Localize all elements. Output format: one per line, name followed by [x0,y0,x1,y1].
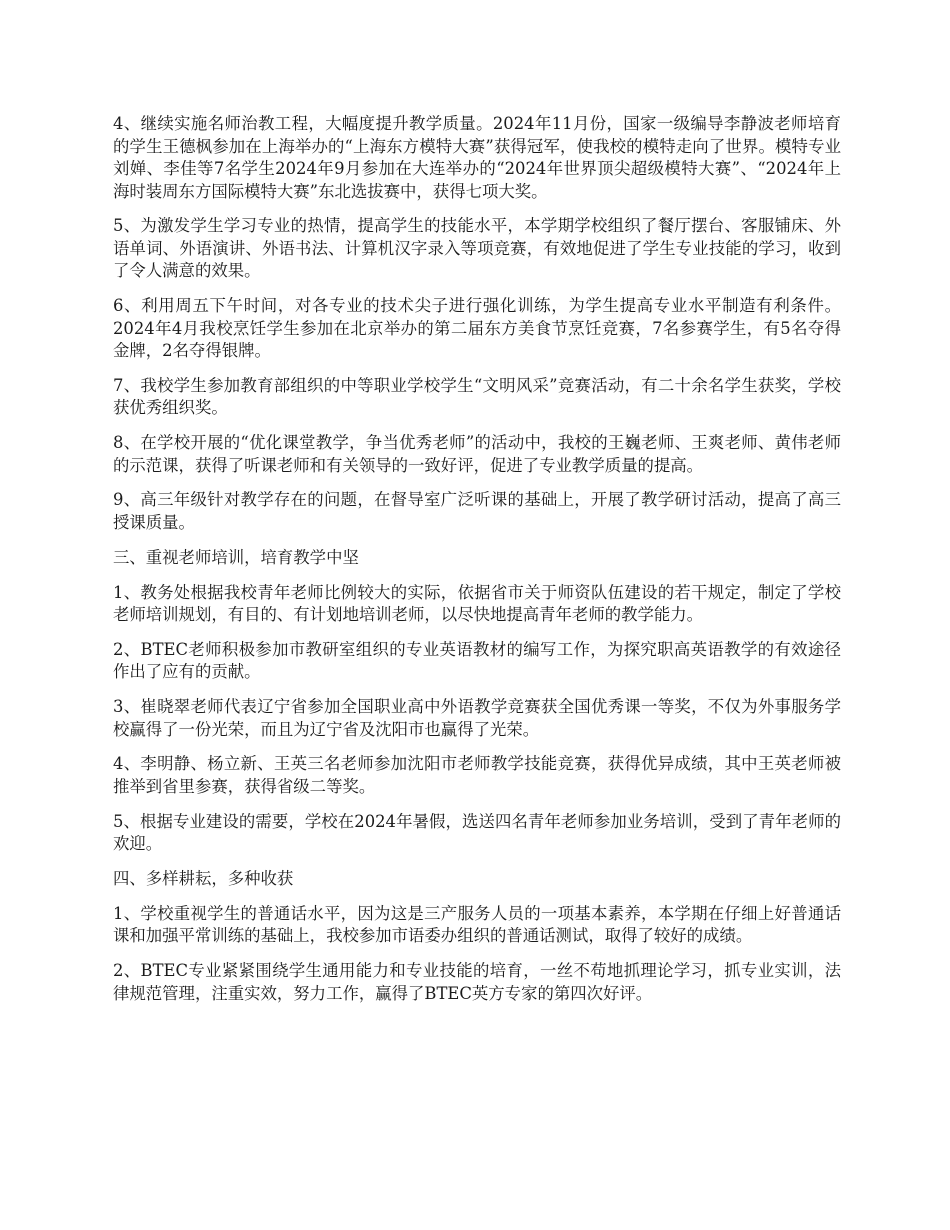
paragraph: 2、BTEC专业紧紧围绕学生通用能力和专业技能的培育，一丝不苟地抓理论学习，抓专业实训，法律规范管理，注重实效，努力工作，赢得了BTEC英方专家的第四次好评。 [113,961,841,1003]
paragraph: 1、学校重视学生的普通话水平，因为这是三产服务人员的一项基本素养，本学期在仔细上好普通话课和加强平常训练的基础上，我校参加市语委办组织的普通话测试，取得了较好的成绩。 [113,903,841,946]
paragraph: 7、我校学生参加教育部组织的中等职业学校学生“文明风采”竞赛活动，有二十余名学生获奖，学校获优秀组织奖。 [113,375,841,418]
paragraph: 9、高三年级针对教学存在的问题，在督导室广泛听课的基础上，开展了教学研讨活动，提高了高三授课质量。 [113,490,841,532]
paragraph: 3、崔晓翠老师代表辽宁省参加全国职业高中外语教学竞赛获全国优秀课一等奖，不仅为外事服务学校赢得了一份光荣，而且为辽宁省及沈阳市也赢得了光荣。 [113,697,841,739]
paragraph: 1、教务处根据我校青年老师比例较大的实际，依据省市关于师资队伍建设的若干规定，制定了学校老师培训规划，有目的、有计划地培训老师，以尽快地提高青年老师的教学能力。 [113,582,841,625]
paragraph: 5、根据专业建设的需要，学校在2024年暑假，选送四名青年老师参加业务培训，受到了青年老师的欢迎。 [113,811,841,854]
section-heading: 四、多样耕耘，多种收获 [113,869,294,889]
paragraph: 6、利用周五下午时间，对各专业的技术尖子进行强化训练，为学生提高专业水平制造有利条件。2024年4月我校烹饪学生参加在北京举办的第二届东方美食节烹饪竞赛，7名参赛学生，有5名夺得金牌，2名夺得银牌。 [113,296,841,361]
paragraph: 8、在学校开展的“优化课堂教学，争当优秀老师”的活动中，我校的王巍老师、王爽老师、黄伟老师的示范课，获得了听课老师和有关领导的一致好评，促进了专业教学质量的提高。 [113,433,841,475]
paragraph: 4、继续实施名师治教工程，大幅度提升教学质量。2024年11月份，国家一级编导李静波老师培育的学生王德枫参加在上海举办的“上海东方模特大赛”获得冠军，使我校的模特走向了世界。模特专业刘婵、李佳等7名学生2024年9月参加在大连举办的“2024年世界顶尖超级模特大赛”、“2024年上海时装周东方国际模特大赛”东北选拔赛中，获得七项大奖。 [113,114,841,201]
paragraph: 5、为激发学生学习专业的热情，提高学生的技能水平，本学期学校组织了餐厅摆台、客服铺床、外语单词、外语演讲、外语书法、计算机汉字录入等项竞赛，有效地促进了学生专业技能的学习，收到了令人满意的效果。 [113,216,841,281]
document-body [113,113,841,1017]
paragraph: 2、BTEC老师积极参加市教研室组织的专业英语教材的编写工作，为探究职高英语教学的有效途径作出了应有的贡献。 [113,639,841,682]
paragraph: 4、李明静、杨立新、王英三名老师参加沈阳市老师教学技能竞赛，获得优异成绩，其中王英老师被推举到省里参赛，获得省级二等奖。 [113,754,841,796]
section-heading: 三、重视老师培训，培育教学中坚 [113,547,359,567]
